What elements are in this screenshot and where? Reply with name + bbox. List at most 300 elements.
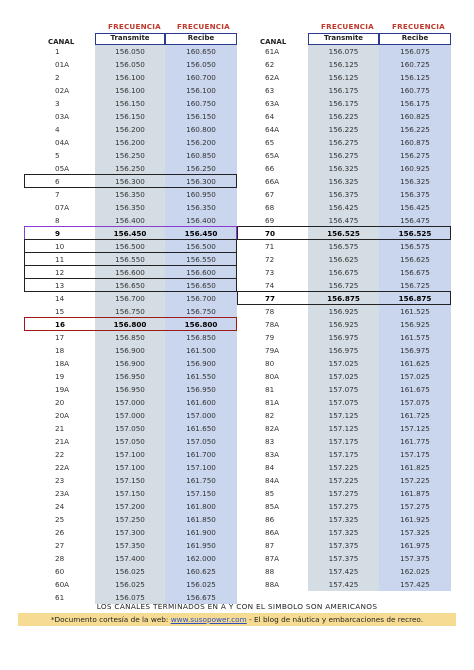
channel-row	[237, 565, 451, 578]
channel-number: 62	[265, 60, 275, 69]
transmit-frequency: 156.700	[95, 292, 165, 305]
channel-row	[237, 357, 451, 370]
transmit-frequency: 156.100	[95, 84, 165, 97]
right-recibe-header: Recibe	[379, 33, 451, 45]
channel-row	[237, 318, 451, 331]
right-transmite-frecuencia-label: FRECUENCIA	[321, 22, 374, 31]
channel-number: 78	[265, 307, 275, 316]
transmit-frequency: 156.050	[95, 45, 165, 58]
transmit-frequency: 157.100	[95, 448, 165, 461]
transmit-frequency: 156.975	[308, 344, 379, 357]
right-transmite-header: Transmite	[308, 33, 379, 45]
receive-frequency: 160.650	[165, 45, 237, 58]
transmit-frequency: 156.300	[95, 175, 165, 188]
footer-credit-prefix: *Documento cortesía de la web:	[50, 615, 171, 624]
channel-number: 23A	[55, 489, 70, 498]
receive-frequency: 156.225	[379, 123, 451, 136]
channel-number: 88	[265, 567, 275, 576]
channel-row	[237, 110, 451, 123]
receive-frequency: 160.625	[165, 565, 237, 578]
transmit-frequency: 156.150	[95, 97, 165, 110]
channel-row	[24, 487, 237, 500]
channel-number: 68	[265, 203, 275, 212]
receive-frequency: 160.850	[165, 149, 237, 162]
receive-frequency: 160.800	[165, 123, 237, 136]
channel-number: 80	[265, 359, 275, 368]
channel-number: 81A	[265, 398, 280, 407]
channel-number: 01A	[55, 60, 70, 69]
channel-row	[237, 487, 451, 500]
channel-row	[24, 175, 237, 188]
transmit-frequency: 156.125	[308, 58, 379, 71]
receive-frequency: 156.500	[165, 240, 237, 253]
footer-credit-bar	[18, 613, 456, 626]
transmit-frequency: 157.350	[95, 539, 165, 552]
receive-frequency: 156.075	[379, 45, 451, 58]
transmit-frequency: 156.550	[95, 253, 165, 266]
receive-frequency: 157.425	[379, 578, 451, 591]
channel-row	[24, 305, 237, 318]
channel-row	[24, 370, 237, 383]
receive-frequency: 157.125	[379, 422, 451, 435]
channel-number: 69	[265, 216, 275, 225]
transmit-frequency: 157.150	[95, 487, 165, 500]
channel-row	[24, 318, 237, 331]
channel-number: 17	[55, 333, 65, 342]
channel-number: 78A	[265, 320, 280, 329]
transmit-frequency: 156.975	[308, 331, 379, 344]
receive-frequency: 156.175	[379, 97, 451, 110]
channel-row	[24, 58, 237, 71]
transmit-frequency: 157.275	[308, 487, 379, 500]
channel-row	[237, 188, 451, 201]
transmit-frequency: 157.400	[95, 552, 165, 565]
transmit-frequency: 156.175	[308, 97, 379, 110]
channel-number: 85A	[265, 502, 280, 511]
channel-number: 22A	[55, 463, 70, 472]
transmit-frequency: 156.075	[95, 591, 165, 604]
channel-number: 88A	[265, 580, 280, 589]
channel-number: 65A	[265, 151, 280, 160]
left-transmite-frecuencia-label: FRECUENCIA	[108, 22, 161, 31]
left-recibe-header: Recibe	[165, 33, 237, 45]
receive-frequency: 156.975	[379, 344, 451, 357]
transmit-frequency: 157.000	[95, 409, 165, 422]
channel-row	[24, 565, 237, 578]
transmit-frequency: 156.050	[95, 58, 165, 71]
receive-frequency: 160.725	[379, 58, 451, 71]
channel-number: 82	[265, 411, 275, 420]
channel-row	[237, 526, 451, 539]
channel-number: 7	[55, 190, 60, 199]
receive-frequency: 157.150	[165, 487, 237, 500]
channel-row	[237, 136, 451, 149]
channel-row	[24, 435, 237, 448]
channel-row	[237, 175, 451, 188]
channel-number: 79A	[265, 346, 280, 355]
receive-frequency: 161.675	[379, 383, 451, 396]
transmit-frequency: 157.125	[308, 409, 379, 422]
channel-number: 20A	[55, 411, 70, 420]
channel-number: 04A	[55, 138, 70, 147]
receive-frequency: 157.175	[379, 448, 451, 461]
channel-number: 60	[55, 567, 65, 576]
receive-frequency: 156.350	[165, 201, 237, 214]
footer-credit-suffix: - El blog de náutica y embarcaciones de recreo.	[246, 615, 424, 624]
channel-row	[237, 578, 451, 591]
transmit-frequency: 156.575	[308, 240, 379, 253]
receive-frequency: 156.800	[165, 318, 237, 331]
transmit-frequency: 157.175	[308, 435, 379, 448]
transmit-frequency: 156.950	[95, 383, 165, 396]
channel-row	[237, 266, 451, 279]
receive-frequency: 161.500	[165, 344, 237, 357]
channel-row	[24, 240, 237, 253]
receive-frequency: 161.825	[379, 461, 451, 474]
transmit-frequency: 156.225	[308, 110, 379, 123]
channel-row	[24, 396, 237, 409]
transmit-frequency: 156.800	[95, 318, 165, 331]
channel-number: 77	[265, 294, 276, 303]
receive-frequency: 161.600	[165, 396, 237, 409]
receive-frequency: 156.675	[379, 266, 451, 279]
receive-frequency: 161.800	[165, 500, 237, 513]
channel-row	[237, 123, 451, 136]
receive-frequency: 156.750	[165, 305, 237, 318]
transmit-frequency: 157.425	[308, 565, 379, 578]
receive-frequency: 161.550	[165, 370, 237, 383]
receive-frequency: 156.675	[165, 591, 237, 604]
channel-row	[24, 331, 237, 344]
transmit-frequency: 157.275	[308, 500, 379, 513]
channel-row	[24, 136, 237, 149]
channel-number: 71	[265, 242, 275, 251]
channel-number: 27	[55, 541, 65, 550]
transmit-frequency: 156.875	[308, 292, 379, 305]
right-recibe-frecuencia-label: FRECUENCIA	[392, 22, 445, 31]
transmit-frequency: 157.225	[308, 474, 379, 487]
channel-number: 83A	[265, 450, 280, 459]
transmit-frequency: 156.225	[308, 123, 379, 136]
channel-number: 28	[55, 554, 65, 563]
transmit-frequency: 156.525	[308, 227, 379, 240]
right-canal-header: CANAL	[260, 38, 287, 46]
channel-number: 3	[55, 99, 60, 108]
receive-frequency: 161.975	[379, 539, 451, 552]
channel-row	[24, 474, 237, 487]
transmit-frequency: 157.325	[308, 513, 379, 526]
channel-row	[24, 201, 237, 214]
transmit-frequency: 157.300	[95, 526, 165, 539]
channel-row	[24, 97, 237, 110]
footer-note: LOS CANALES TERMINADOS EN A Y CON EL SIMBOLO SON AMERICANOS	[96, 602, 378, 611]
transmit-frequency: 157.325	[308, 526, 379, 539]
channel-row	[237, 370, 451, 383]
receive-frequency: 156.900	[165, 357, 237, 370]
channel-number: 64A	[265, 125, 280, 134]
channel-row	[24, 292, 237, 305]
receive-frequency: 156.425	[379, 201, 451, 214]
receive-frequency: 156.450	[165, 227, 237, 240]
channel-row	[24, 578, 237, 591]
channel-number: 14	[55, 294, 65, 303]
transmit-frequency: 156.650	[95, 279, 165, 292]
receive-frequency: 160.700	[165, 71, 237, 84]
channel-number: 26	[55, 528, 65, 537]
receive-frequency: 156.275	[379, 149, 451, 162]
receive-frequency: 156.575	[379, 240, 451, 253]
receive-frequency: 161.750	[165, 474, 237, 487]
receive-frequency: 156.875	[379, 292, 451, 305]
receive-frequency: 156.400	[165, 214, 237, 227]
channel-row	[237, 292, 451, 305]
receive-frequency: 156.325	[379, 175, 451, 188]
receive-frequency: 161.850	[165, 513, 237, 526]
channel-number: 74	[265, 281, 275, 290]
channel-row	[24, 422, 237, 435]
channel-number: 82A	[265, 424, 280, 433]
channel-number: 61	[55, 593, 65, 602]
channel-number: 81	[265, 385, 275, 394]
channel-number: 64	[265, 112, 275, 121]
channel-number: 16	[55, 320, 66, 329]
transmit-frequency: 156.275	[308, 136, 379, 149]
channel-number: 62A	[265, 73, 280, 82]
transmit-frequency: 157.375	[308, 539, 379, 552]
channel-number: 22	[55, 450, 65, 459]
channel-row	[237, 331, 451, 344]
channel-number: 65	[265, 138, 275, 147]
transmit-frequency: 156.125	[308, 71, 379, 84]
channel-number: 18	[55, 346, 65, 355]
transmit-frequency: 157.075	[308, 383, 379, 396]
transmit-frequency: 156.150	[95, 110, 165, 123]
receive-frequency: 157.225	[379, 474, 451, 487]
channel-number: 25	[55, 515, 65, 524]
channel-number: 80A	[265, 372, 280, 381]
channel-number: 83	[265, 437, 275, 446]
receive-frequency: 156.850	[165, 331, 237, 344]
transmit-frequency: 157.125	[308, 422, 379, 435]
channel-number: 19	[55, 372, 65, 381]
receive-frequency: 161.900	[165, 526, 237, 539]
channel-number: 86	[265, 515, 275, 524]
channel-row	[24, 552, 237, 565]
transmit-frequency: 156.675	[308, 266, 379, 279]
receive-frequency: 156.925	[379, 318, 451, 331]
channel-number: 66	[265, 164, 275, 173]
footer-credit-link[interactable]: www.susopower.com	[170, 615, 247, 624]
receive-frequency: 160.875	[379, 136, 451, 149]
receive-frequency: 161.725	[379, 409, 451, 422]
channel-number: 85	[265, 489, 275, 498]
channel-number: 07A	[55, 203, 70, 212]
receive-frequency: 160.950	[165, 188, 237, 201]
channel-number: 9	[55, 229, 61, 238]
transmit-frequency: 157.025	[308, 357, 379, 370]
transmit-frequency: 157.150	[95, 474, 165, 487]
receive-frequency: 156.300	[165, 175, 237, 188]
receive-frequency: 156.700	[165, 292, 237, 305]
channel-row	[237, 448, 451, 461]
right-channel-table	[237, 45, 451, 591]
channel-number: 5	[55, 151, 60, 160]
channel-row	[237, 513, 451, 526]
receive-frequency: 161.925	[379, 513, 451, 526]
channel-row	[24, 123, 237, 136]
transmit-frequency: 156.600	[95, 266, 165, 279]
receive-frequency: 156.250	[165, 162, 237, 175]
transmit-frequency: 156.275	[308, 149, 379, 162]
transmit-frequency: 156.350	[95, 188, 165, 201]
channel-number: 11	[55, 255, 65, 264]
channel-row	[24, 266, 237, 279]
channel-number: 20	[55, 398, 65, 407]
receive-frequency: 161.875	[379, 487, 451, 500]
left-canal-header: CANAL	[48, 38, 75, 46]
channel-row	[24, 214, 237, 227]
channel-number: 21A	[55, 437, 70, 446]
channel-row	[24, 253, 237, 266]
channel-row	[24, 188, 237, 201]
transmit-frequency: 157.050	[95, 435, 165, 448]
transmit-frequency: 157.175	[308, 448, 379, 461]
transmit-frequency: 156.900	[95, 344, 165, 357]
channel-row	[24, 110, 237, 123]
channel-number: 10	[55, 242, 65, 251]
channel-number: 79	[265, 333, 275, 342]
transmit-frequency: 157.250	[95, 513, 165, 526]
channel-row	[24, 357, 237, 370]
transmit-frequency: 156.725	[308, 279, 379, 292]
receive-frequency: 157.075	[379, 396, 451, 409]
receive-frequency: 157.025	[379, 370, 451, 383]
transmit-frequency: 157.000	[95, 396, 165, 409]
channel-number: 1	[55, 47, 60, 56]
channel-number: 8	[55, 216, 60, 225]
transmit-frequency: 156.425	[308, 201, 379, 214]
channel-row	[237, 97, 451, 110]
channel-number: 13	[55, 281, 65, 290]
channel-row	[237, 149, 451, 162]
channel-row	[237, 500, 451, 513]
transmit-frequency: 156.500	[95, 240, 165, 253]
receive-frequency: 156.100	[165, 84, 237, 97]
channel-row	[237, 461, 451, 474]
left-channel-table	[24, 45, 237, 604]
receive-frequency: 161.700	[165, 448, 237, 461]
transmit-frequency: 156.325	[308, 162, 379, 175]
transmit-frequency: 156.925	[308, 318, 379, 331]
channel-row	[237, 396, 451, 409]
receive-frequency: 156.125	[379, 71, 451, 84]
channel-row	[237, 71, 451, 84]
channel-row	[24, 409, 237, 422]
receive-frequency: 156.950	[165, 383, 237, 396]
transmit-frequency: 157.025	[308, 370, 379, 383]
transmit-frequency: 157.050	[95, 422, 165, 435]
channel-row	[237, 409, 451, 422]
receive-frequency: 156.625	[379, 253, 451, 266]
transmit-frequency: 157.375	[308, 552, 379, 565]
channel-row	[24, 149, 237, 162]
left-recibe-frecuencia-label: FRECUENCIA	[177, 22, 230, 31]
channel-row	[237, 474, 451, 487]
transmit-frequency: 156.450	[95, 227, 165, 240]
channel-row	[24, 500, 237, 513]
transmit-frequency: 156.400	[95, 214, 165, 227]
channel-row	[237, 240, 451, 253]
channel-number: 05A	[55, 164, 70, 173]
channel-number: 18A	[55, 359, 70, 368]
receive-frequency: 160.925	[379, 162, 451, 175]
channel-row	[237, 214, 451, 227]
channel-row	[24, 279, 237, 292]
channel-row	[24, 526, 237, 539]
channel-row	[237, 45, 451, 58]
channel-number: 84A	[265, 476, 280, 485]
channel-row	[24, 513, 237, 526]
channel-row	[237, 305, 451, 318]
channel-row	[237, 253, 451, 266]
channel-number: 15	[55, 307, 65, 316]
channel-row	[237, 383, 451, 396]
channel-row	[24, 344, 237, 357]
channel-number: 66A	[265, 177, 280, 186]
transmit-frequency: 156.925	[308, 305, 379, 318]
transmit-frequency: 156.200	[95, 136, 165, 149]
channel-row	[24, 448, 237, 461]
transmit-frequency: 156.900	[95, 357, 165, 370]
channel-row	[24, 227, 237, 240]
channel-number: 4	[55, 125, 60, 134]
channel-number: 87A	[265, 554, 280, 563]
transmit-frequency: 156.625	[308, 253, 379, 266]
channel-row	[24, 383, 237, 396]
receive-frequency: 156.725	[379, 279, 451, 292]
transmit-frequency: 156.350	[95, 201, 165, 214]
channel-number: 73	[265, 268, 275, 277]
channel-number: 63A	[265, 99, 280, 108]
receive-frequency: 160.825	[379, 110, 451, 123]
channel-row	[237, 344, 451, 357]
receive-frequency: 156.025	[165, 578, 237, 591]
transmit-frequency: 156.375	[308, 188, 379, 201]
receive-frequency: 161.625	[379, 357, 451, 370]
channel-number: 84	[265, 463, 275, 472]
channel-number: 2	[55, 73, 60, 82]
transmit-frequency: 157.100	[95, 461, 165, 474]
receive-frequency: 156.525	[379, 227, 451, 240]
channel-number: 6	[55, 177, 60, 186]
transmit-frequency: 156.475	[308, 214, 379, 227]
receive-frequency: 156.650	[165, 279, 237, 292]
channel-number: 19A	[55, 385, 70, 394]
receive-frequency: 160.750	[165, 97, 237, 110]
channel-row	[237, 539, 451, 552]
channel-row	[24, 539, 237, 552]
left-transmite-header: Transmite	[95, 33, 165, 45]
channel-row	[24, 71, 237, 84]
channel-row	[237, 552, 451, 565]
channel-number: 70	[265, 229, 276, 238]
receive-frequency: 162.025	[379, 565, 451, 578]
transmit-frequency: 157.200	[95, 500, 165, 513]
transmit-frequency: 156.250	[95, 162, 165, 175]
channel-row	[237, 279, 451, 292]
receive-frequency: 156.050	[165, 58, 237, 71]
receive-frequency: 161.525	[379, 305, 451, 318]
